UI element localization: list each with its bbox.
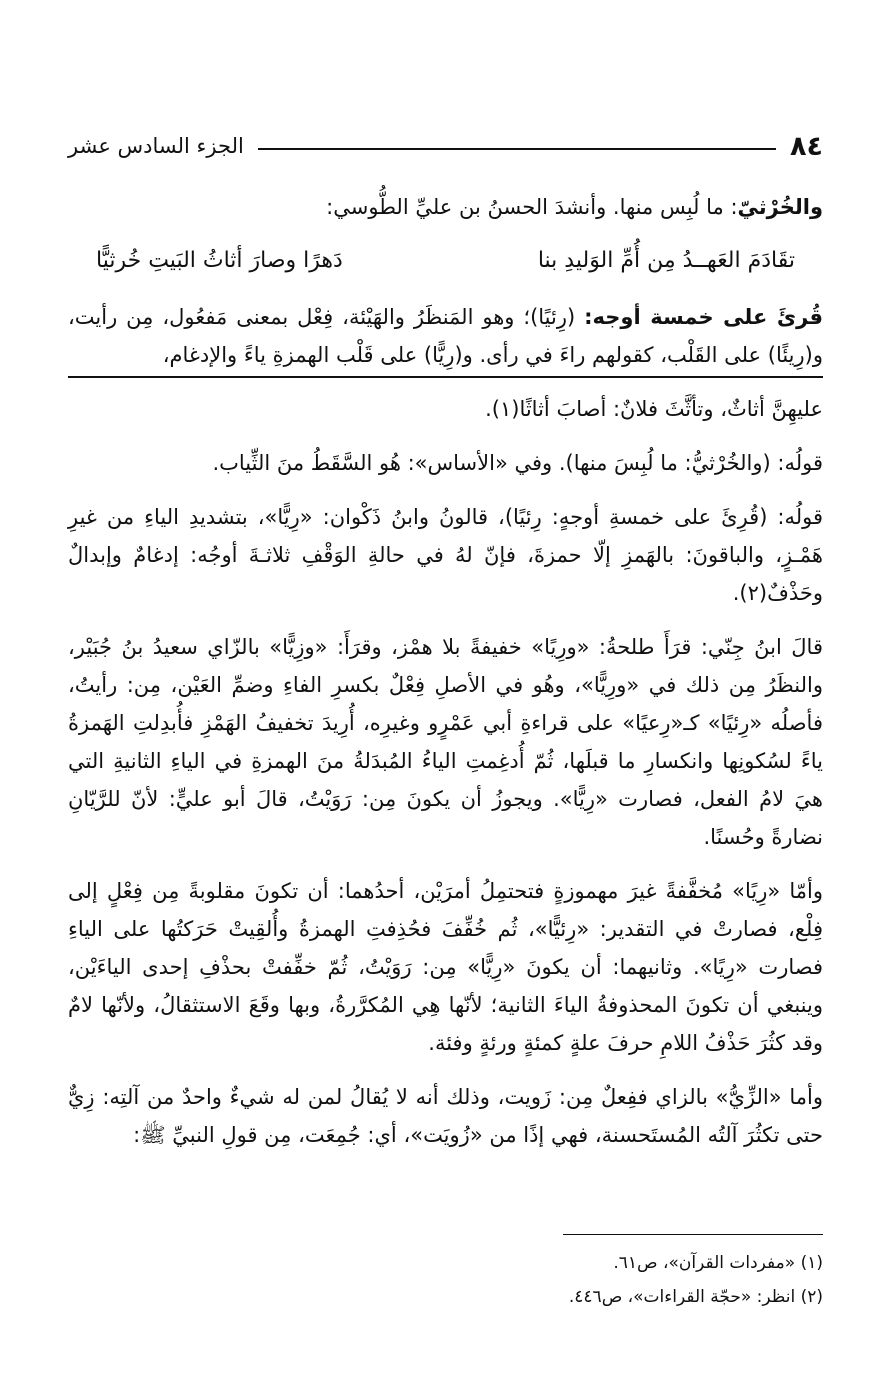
entry-lead: قُرئَ على خمسة أوجه: [584,305,823,329]
commentary-paragraph: قالَ ابنُ جِنّي: قرَأَ طلحةُ: «ورِيًا» خفيفةً بلا همْز، وقرَأَ: «وزِيًّا» بالزّاي سعيدُ بنُ جُبَيْر، والنظَرُ مِن ذلك في «ورِيًّا»، وهُو في الأصلِ فِعْلٌ بكسرِ الفاءِ وضمِّ العَيْن، مِن: رأيتُ، فأصلُه «رِئيًا» كـ«رِعيًا» على قراءةِ أبي عَمْرٍو وغيرِه، أُرِيدَ تخفيفُ الهَمْزِ فأُبدِلتِ الهَمزةُ ياءً لسُكونِها وانكسارِ ما قبلَها، ثُمّ أُدغِمتِ الياءُ المُبدَلةُ منَ الهمزةِ في الياءِ الثانيةِ التي هيَ لامُ الفعل، فصارت «رِيًّا». ويجوزُ أن يكونَ مِن: رَوَيْتُ، قالَ أبو عليٍّ: لأنّ للرَّيّانِ نضارةً وحُسنًا. [68,635,823,849]
commentary-paragraph: وأما «الزِّيُّ» بالزاي ففِعلٌ مِن: زَويت، وذلك أنه لا يُقالُ لمن له شيءٌ واحدٌ من آلتِه: زِيٌّ حتى تكثُرَ آلتُه المُستَحسنة، فهي إذًا من «زُويَت»، أي: جُمِعَت، مِن قولِ النبيِّ ﷺ: [68,1085,823,1147]
footnote-2: (٢) انظر: «حجّة القراءات»، ص٤٤٦. [568,1287,823,1307]
main-text [68,188,823,1170]
header-rule [258,148,776,150]
intro-paragraph [68,188,823,226]
poetry-verse [68,242,823,280]
footnote-separator [563,1234,823,1235]
verse-first-hemistich: تقَادَمَ العَهــدُ مِن أُمِّ الوَليدِ بنا [537,248,795,273]
footnotes [68,1246,823,1314]
intro-text: : ما لُبِس منها. وأنشدَ الحسنُ بن عليِّ الطُّوسي: [326,195,738,219]
commentary-paragraph: عليهِنَّ أثاثٌ، وتأثَّثَ فلانٌ: أصابَ أثاثًا(١). [485,397,823,421]
running-title: الجزء السادس عشر [68,134,244,158]
page-number: ٨٤ [790,130,823,162]
verse-second-hemistich: دَهرًا وصارَ أثاثُ البَيتِ خُرثيًّا [96,248,343,273]
commentary-paragraph: قولُه: (والخُرْثيُّ: ما لُبِسَ منها). وفي «الأساس»: هُو السَّقَطُ منَ الثِّياب. [212,451,823,475]
entry-text: (رِئيًا)؛ وهو المَنظَرُ والهَيْئة، فِعْل بمعنى مَفعُول، مِن رأيت، و(رِيئًا) على القَلْب، كقولهم راءَ في رأى. و(رِيًّا) على قَلْب الهمزةِ ياءً والإدغام، [68,305,823,367]
page-header [68,128,823,164]
footnote-1: (١) «مفردات القرآن»، ص٦١. [613,1253,823,1273]
quranic-reading-entry [68,298,823,378]
intro-lead-word: والخُرْثيّ [737,195,823,219]
commentary-paragraph: وأمّا «رِيًا» مُخفَّفةً غيرَ مهموزةٍ فتحتمِلُ أمرَيْن، أحدُهما: أن تكونَ مقلوبةً مِن فِعْلٍ إلى فِلْع، فصارتْ في التقدير: «رِئيًّا»، ثُم خُفِّفَ فحُذِفتِ الهمزةُ وأُلقِيتْ حَرَكتُها على الياءِ فصارت «رِيًا». وثانيهما: أن يكونَ «رِيًّا» مِن: رَوَيْتُ، ثُمّ خفِّفتْ بحذْفِ إحدى الياءَيْن، وينبغي أن تكونَ المحذوفةُ الياءَ الثانية؛ لأنّها هِي المُكرَّرةُ، وبها وقَعَ الاستثقالُ، ولأنّها لامٌ وقد كثُرَ حَذْفُ اللامِ حرفَ علةٍ كمئةٍ ورئةٍ وفئة. [68,879,823,1055]
commentary-paragraph: قولُه: (قُرِئَ على خمسةِ أوجهٍ: رِئيًا)، قالونُ وابنُ ذَكْوان: «رِيًّا»، بتشديدِ الياءِ من غيرِ هَمْـزٍ، والباقونَ: بالهَمزِ إلّا حمزةَ، فإنّ لهُ في حالةِ الوَقْفِ ثلاثـةَ أوجُه: إدغامٌ وإبدالٌ وحَذْفٌ(٢). [68,505,823,605]
